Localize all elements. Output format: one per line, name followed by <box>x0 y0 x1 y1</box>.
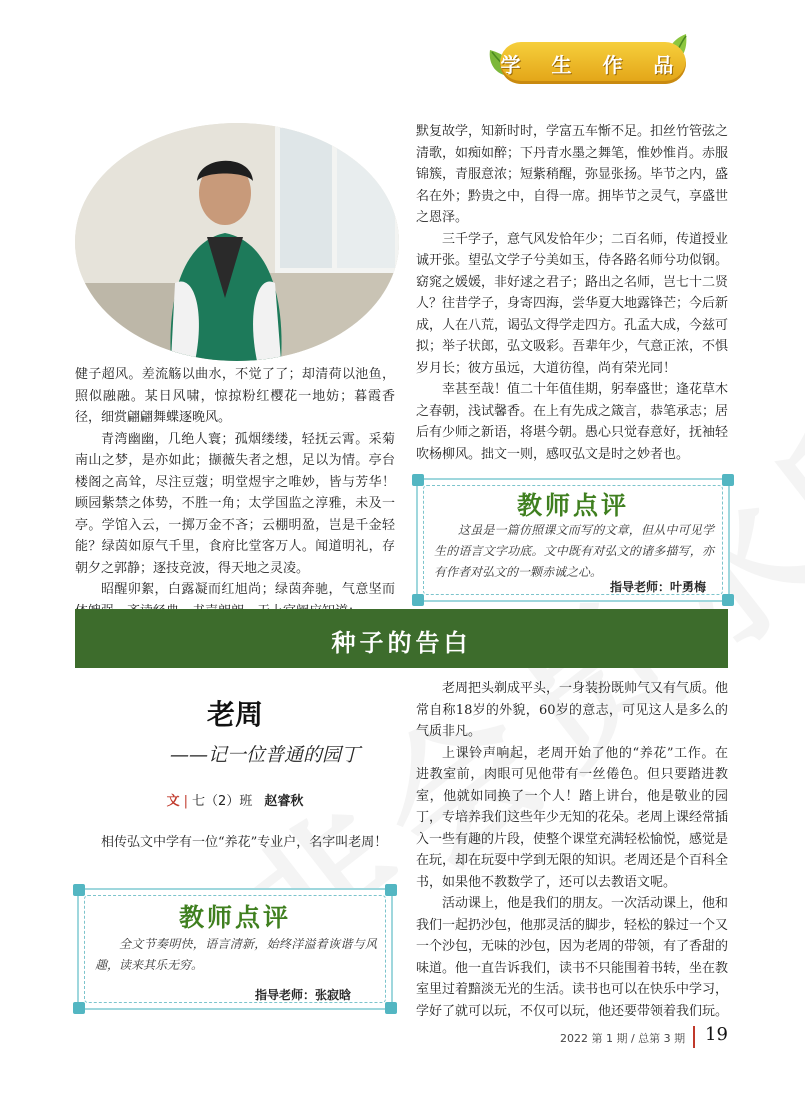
corner-ornament <box>412 594 424 606</box>
banner-title: 种子的告白 <box>331 629 472 657</box>
byline <box>75 790 395 809</box>
comment-signature: 指导老师：叶勇梅 <box>609 580 706 594</box>
article-title: 老周 <box>206 698 263 731</box>
paragraph: 活动课上，他是我们的朋友。一次活动课上，他和我们一起扔沙包，他那灵活的脚步，轻松的躲过一个又一个沙包，无味的沙包，因为老周的带领，有了香甜的味道。他一直告诉我们，读书不只能围着书转，坐在教室里过着黯淡无光的生活。读书也可以在快乐中学习，学好了就可以玩，不仅可以玩，他还要带领着我们玩。 <box>416 896 729 1019</box>
comment-signature: 指导老师：张寂晗 <box>254 988 351 1002</box>
paragraph: 老周把头剃成平头，一身装扮既帅气又有气质。他常自称18岁的外貌，60岁的意志，可见这人是多么的气质非凡。 <box>416 681 729 739</box>
paragraph: 三千学子，意气风发恰年少；二百名师，传道授业诚开张。望弘文学子兮美如玉，侍各路名师兮功似钢。窈窕之媛媛，非好逑之君子；路出之名师，岂七十二贤人？往昔学子，身寄四海，尝华夏大地露锋芒；今后新成，人在八荒，谒弘文得学走四方。孔孟大成，今兹可拟；举子状郎，弘文吸彩。吾辈年少，气意正浓，不惧岁月长；彼方虽远，大道彷徨，尚有荣光同！ <box>416 231 729 376</box>
byline-label: 文 <box>166 794 180 809</box>
paragraph: 相传弘文中学有一位“养花”专业户，名字叫老周！ <box>101 835 388 850</box>
paragraph: 幸甚至哉！值二十年值佳期，躬奉盛世；逢花草木之春朝，浅试馨香。在上有先成之箴言，恭笔承志；居后有少师之新语，将堪今朝。愚心只觉春意好，抚袖轻吹杨柳风。拙文一则，感叹弘文是时之妙者也。 <box>416 382 729 462</box>
paragraph: 健子超风。差流觞以曲水，不觉了了；却清荷以池鱼，照似融融。某日风啸，惊掠粉红樱花一地妨；暮霞香径，细赏翩翩舞蝶逐晚风。 <box>75 367 395 425</box>
teacher-comment-box <box>77 888 393 1010</box>
paragraph: 默复故学，知新时时，学富五车惭不足。扣丝竹管弦之清歌，如痴如醉；下丹青水墨之舞笔，惟妙惟肖。赤服锦簇，青服意浓；短紫稍醒，弥显张扬。毕节之内，盛名在外；黔贵之中，自得一席。拥毕节之灵气，享盛世之恩泽。 <box>416 124 729 225</box>
article2-intro <box>75 832 393 854</box>
paragraph: 昭醒卯絮，白露凝而红旭尚；绿茵奔驰，气意坚而 <box>101 582 395 597</box>
paragraph: 青湾幽幽，几绝人寰；孤烟缕缕，轻抚云霄。采菊南山之梦，是亦如此；撷薇失者之想，足以为情。亭台楼阁之高耸，尽注豆蔻；明堂煜宇之唯妙，皆与芳华！顾园紫禁之体势，不胜一角；太学国监之淳雅，未及一亭。学馆入云，一掷万金不吝；云棚明盈，岂是千金轻能？绿茵如原气千里，食府比堂客万人。闻道明礼，存朝夕之郭静；逐技竞波，得天地之灵凌。 <box>75 431 395 576</box>
student-photo <box>75 123 399 361</box>
footer-divider <box>693 1026 695 1048</box>
corner-ornament <box>73 884 85 896</box>
article2-right-column <box>416 678 728 1022</box>
comment-title: 教师点评 <box>178 903 291 932</box>
comment-text: 全文节奏明快，语言清新，始终洋溢着诙谐与风趣，读来其乐无穷。 <box>95 937 377 972</box>
article1-left-column <box>75 364 395 622</box>
section-pill <box>500 42 686 84</box>
teacher-comment-box <box>416 478 730 602</box>
corner-ornament <box>73 1002 85 1014</box>
student-photo-illustration <box>75 123 399 361</box>
issue-info: 2022 第 1 期 / 总第 3 期 <box>560 1032 686 1045</box>
corner-ornament <box>722 474 734 486</box>
page-number: 19 <box>705 1024 728 1045</box>
section-banner <box>75 609 728 668</box>
comment-text: 这虽是一篇仿照课文而写的文章，但从中可见学生的语言文字功底。文中既有对弘文的诸多描写，亦有作者对弘文的一颗赤诚之心。 <box>434 523 714 579</box>
paragraph: 上课铃声响起，老周开始了他的“养花”工作。在进教室前，肉眼可见他带有一丝倦色。但只要踏进教室，他就如同换了一个人！踏上讲台，他是敬业的园丁，专培养我们这些年少无知的花朵。老周上课经常插入一些有趣的片段，使整个课堂充满轻松愉悦，感觉是在玩，却在玩耍中学到无限的知识。老周还是个百科全书，如果他不教数学了，还可以去教语文呢。 <box>416 745 729 890</box>
corner-ornament <box>385 1002 397 1014</box>
section-label: 学 生 作 品 <box>500 53 686 77</box>
byline-author: 赵睿秋 <box>264 794 304 809</box>
corner-ornament <box>722 594 734 606</box>
byline-divider: | <box>183 794 189 809</box>
section-badge <box>486 32 698 96</box>
byline-class: 七（2）班 <box>192 794 253 809</box>
article1-right-column <box>416 121 728 465</box>
corner-ornament <box>385 884 397 896</box>
comment-title: 教师点评 <box>516 491 629 520</box>
article-subtitle: ——记一位普通的园丁 <box>169 744 360 766</box>
corner-ornament <box>412 474 424 486</box>
